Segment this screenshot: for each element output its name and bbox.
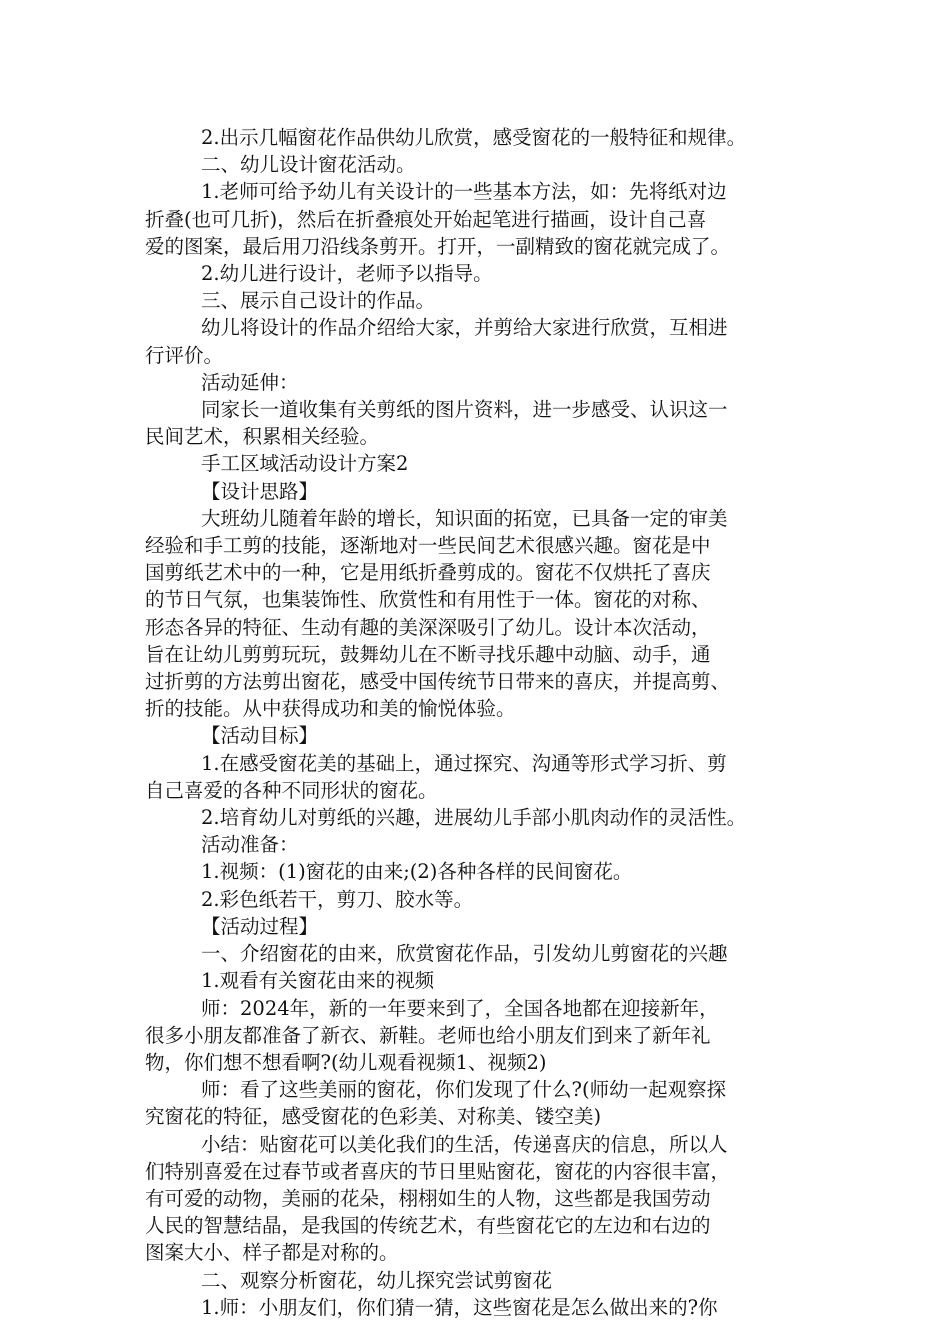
text-line: 人民的智慧结晶，是我国的传统艺术，有些窗花它的左边和右边的 <box>145 1214 711 1238</box>
text-line: 2.培育幼儿对剪纸的兴趣，进展幼儿手部小肌肉动作的灵活性。 <box>201 806 747 830</box>
text-line: 过折剪的方法剪出窗花，感受中国传统节日带来的喜庆，并提高剪、 <box>145 670 731 694</box>
text-line: 2.幼儿进行设计，老师予以指导。 <box>201 262 493 286</box>
text-line: 二、幼儿设计窗花活动。 <box>201 153 416 177</box>
text-line: 师：看了这些美丽的窗花，你们发现了什么?(师幼一起观察探 <box>201 1078 727 1102</box>
text-line: 三、展示自己设计的作品。 <box>201 289 436 313</box>
text-line: 同家长一道收集有关剪纸的图片资料，进一步感受、认识这一 <box>201 398 728 422</box>
text-line: 活动延伸： <box>201 370 299 394</box>
text-line: 行评价。 <box>145 343 224 367</box>
text-line: 物，你们想不想看啊?(幼儿观看视频1、视频2) <box>145 1050 547 1074</box>
text-line: 【设计思路】 <box>201 479 319 503</box>
text-line: 形态各异的特征、生动有趣的美深深吸引了幼儿。设计本次活动， <box>145 615 711 639</box>
text-line: 有可爱的动物，美丽的花朵，栩栩如生的人物，这些都是我国劳动 <box>145 1186 711 1210</box>
text-line: 图案大小、样子都是对称的。 <box>145 1241 399 1265</box>
text-line: 师：2024年，新的一年要来到了，全国各地都在迎接新年， <box>201 996 719 1020</box>
text-line: 二、观察分析窗花，幼儿探究尝试剪窗花 <box>201 1268 553 1292</box>
text-line: 旨在让幼儿剪剪玩玩，鼓舞幼儿在不断寻找乐趣中动脑、动手，通 <box>145 642 711 666</box>
text-line: 的节日气氛，也集装饰性、欣赏性和有用性于一体。窗花的对称、 <box>145 588 711 612</box>
text-line: 1.观看有关窗花由来的视频 <box>201 969 435 993</box>
text-line: 们特别喜爱在过春节或者喜庆的节日里贴窗花，窗花的内容很丰富， <box>145 1159 731 1183</box>
document-body <box>145 124 825 1321</box>
text-line: 1.视频：(1)窗花的由来;(2)各种各样的民间窗花。 <box>201 860 633 884</box>
text-line: 民间艺术，积累相关经验。 <box>145 425 380 449</box>
text-line: 小结：贴窗花可以美化我们的生活，传递喜庆的信息，所以人 <box>201 1132 728 1156</box>
text-line: 折叠(也可几折)，然后在折叠痕处开始起笔进行描画，设计自己喜 <box>145 207 707 231</box>
text-line: 折的技能。从中获得成功和美的愉悦体验。 <box>145 697 516 721</box>
text-line: 活动准备： <box>201 833 299 857</box>
text-line: 2.彩色纸若干，剪刀、胶水等。 <box>201 887 474 911</box>
text-line: 爱的图案，最后用刀沿线条剪开。打开，一副精致的窗花就完成了。 <box>145 234 731 258</box>
text-line: 1.师：小朋友们，你们猜一猜，这些窗花是怎么做出来的?你 <box>201 1295 718 1319</box>
text-line: 究窗花的特征，感受窗花的色彩美、对称美、镂空美) <box>145 1105 602 1129</box>
text-line: 国剪纸艺术中的一种，它是用纸折叠剪成的。窗花不仅烘托了喜庆 <box>145 561 711 585</box>
text-line: 【活动目标】 <box>201 724 319 748</box>
text-line: 1.在感受窗花美的基础上，通过探究、沟通等形式学习折、剪 <box>201 751 727 775</box>
text-line: 2.出示几幅窗花作品供幼儿欣赏，感受窗花的一般特征和规律。 <box>201 126 747 149</box>
text-line: 很多小朋友都准备了新衣、新鞋。老师也给小朋友们到来了新年礼 <box>145 1023 711 1047</box>
text-line: 1.老师可给予幼儿有关设计的一些基本方法，如：先将纸对边 <box>201 180 727 204</box>
text-line: 经验和手工剪的技能，逐渐地对一些民间艺术很感兴趣。窗花是中 <box>145 534 711 558</box>
text-line: 幼儿将设计的作品介绍给大家，并剪给大家进行欣赏，互相进 <box>201 316 728 340</box>
text-line: 自己喜爱的各种不同形状的窗花。 <box>145 778 438 802</box>
text-line: 【活动过程】 <box>201 914 319 938</box>
text-line: 大班幼儿随着年龄的增长，知识面的拓宽，已具备一定的审美 <box>201 506 728 530</box>
text-line: 一、介绍窗花的由来，欣赏窗花作品，引发幼儿剪窗花的兴趣 <box>201 942 728 966</box>
text-line: 手工区域活动设计方案2 <box>201 452 409 476</box>
